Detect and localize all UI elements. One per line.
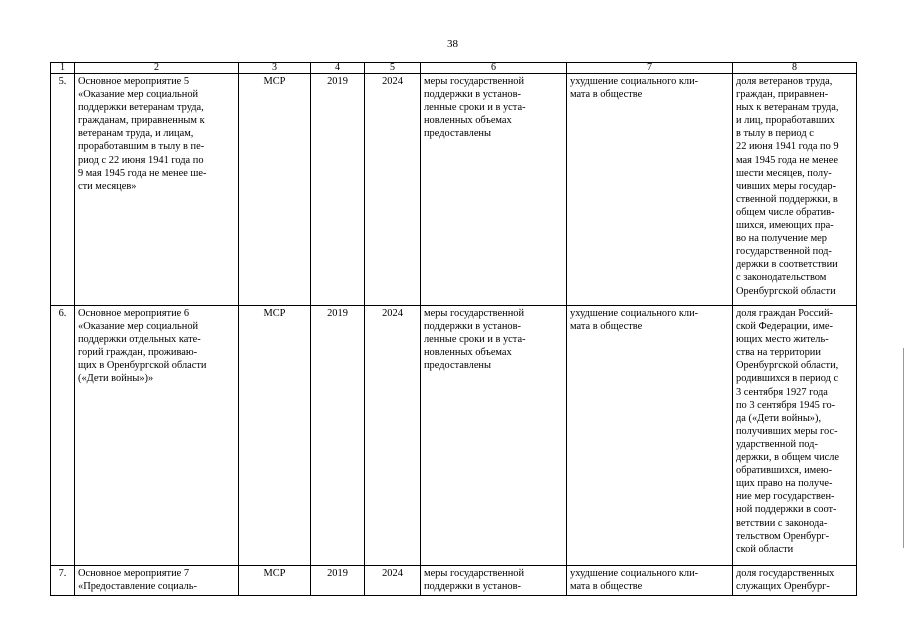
- table-row: [51, 566, 857, 596]
- expected-result-cell: [421, 566, 567, 596]
- indicator-line: с законодательством: [736, 272, 827, 284]
- page-number: 38: [447, 38, 458, 50]
- name-line: «Предоставление социаль-: [78, 581, 197, 593]
- expected-result-cell: [421, 74, 567, 306]
- result-line: предоставлены: [424, 128, 491, 140]
- start-year-cell: 2019: [311, 74, 365, 306]
- name-line: 9 мая 1945 года не менее ше-: [78, 167, 207, 179]
- name-line: «Оказание мер социальной: [78, 89, 199, 101]
- indicator-line: государственной под-: [736, 246, 832, 258]
- risk-cell: [567, 74, 733, 306]
- name-line: Основное мероприятие 5: [78, 76, 190, 87]
- risk-cell: [567, 566, 733, 596]
- indicator-line: доля ветеранов труда,: [736, 76, 833, 87]
- start-year-cell: 2019: [311, 306, 365, 566]
- header-cell: 8: [733, 63, 857, 74]
- indicator-line: мая 1945 года не менее: [736, 154, 839, 166]
- indicator-line: 3 сентября 1927 года: [736, 386, 828, 398]
- indicator-line: ющих место житель-: [736, 334, 829, 346]
- scan-edge-line: [903, 348, 904, 548]
- indicator-line: тельством Оренбург-: [736, 530, 830, 542]
- name-line: гражданам, приравненным к: [78, 115, 205, 127]
- risk-line: мата в обществе: [570, 581, 643, 593]
- executor-cell: МСР: [239, 306, 311, 566]
- header-cell: 6: [421, 63, 567, 74]
- result-line: меры государственной: [424, 568, 525, 579]
- indicator-line: держки, в общем числе: [736, 452, 840, 464]
- name-line: риод с 22 июня 1941 года по: [78, 154, 204, 166]
- result-line: ленные сроки и в уста-: [424, 102, 526, 114]
- name-line: («Дети войны»)»: [78, 373, 154, 385]
- indicator-line: ударственной под-: [736, 438, 818, 450]
- end-year-cell: 2024: [365, 566, 421, 596]
- measure-name-cell: [75, 74, 239, 306]
- header-cell: 7: [567, 63, 733, 74]
- indicator-line: служащих Оренбург-: [736, 581, 830, 593]
- name-line: поддержки отдельных кате-: [78, 334, 201, 346]
- indicator-line: доля граждан Россий-: [736, 308, 833, 319]
- header-row: [51, 63, 857, 74]
- end-year-cell: 2024: [365, 306, 421, 566]
- name-line: проработавшим в тылу в пе-: [78, 141, 205, 153]
- indicator-line: ных к ветеранам труда,: [736, 102, 839, 114]
- executor-cell: МСР: [239, 74, 311, 306]
- indicator-line: родившихся в период с: [736, 373, 839, 385]
- risk-line: мата в обществе: [570, 89, 643, 101]
- indicator-line: шихся, имеющих пра-: [736, 220, 834, 232]
- result-line: новленных объемах: [424, 347, 512, 359]
- indicator-line: по 3 сентября 1945 го-: [736, 399, 836, 411]
- header-cell: 2: [75, 63, 239, 74]
- name-line: «Оказание мер социальной: [78, 321, 199, 333]
- name-line: сти месяцев»: [78, 180, 137, 192]
- result-line: ленные сроки и в уста-: [424, 334, 526, 346]
- indicator-line: шести месяцев, полу-: [736, 167, 832, 179]
- indicator-line: Оренбургской области,: [736, 360, 839, 372]
- name-line: ветеранам труда, и лицам,: [78, 128, 194, 140]
- result-line: поддержки в установ-: [424, 581, 521, 593]
- table-row: [51, 306, 857, 566]
- indicator-line: граждан, приравнен-: [736, 89, 829, 101]
- indicator-line: держки в соответствии: [736, 259, 838, 271]
- indicator-line: доля государственных: [736, 568, 835, 579]
- header-cell: 1: [51, 63, 75, 74]
- indicator-line: чивших меры государ-: [736, 180, 837, 192]
- indicator-line: ской области: [736, 543, 794, 555]
- indicator-line: 22 июня 1941 года по 9: [736, 141, 839, 153]
- result-line: предоставлены: [424, 360, 491, 372]
- risk-cell: [567, 306, 733, 566]
- indicator-line: в тылу в период с: [736, 128, 814, 140]
- indicator-line: во на получение мер: [736, 233, 827, 245]
- indicator-line: ственной поддержки, в: [736, 193, 838, 205]
- measure-name-cell: [75, 306, 239, 566]
- indicator-line: ства на территории: [736, 347, 821, 359]
- result-line: поддержки в установ-: [424, 321, 521, 333]
- header-cell: 4: [311, 63, 365, 74]
- result-line: новленных объемах: [424, 115, 512, 127]
- indicator-line: получивших меры гос-: [736, 425, 838, 437]
- expected-result-cell: [421, 306, 567, 566]
- risk-line: ухудшение социального кли-: [570, 568, 699, 579]
- result-line: меры государственной: [424, 308, 525, 319]
- row-number-cell: 6.: [51, 306, 75, 566]
- name-line: щих в Оренбургской области: [78, 360, 207, 372]
- program-table: [50, 62, 857, 596]
- start-year-cell: 2019: [311, 566, 365, 596]
- end-year-cell: 2024: [365, 74, 421, 306]
- row-number-cell: 5.: [51, 74, 75, 306]
- result-line: поддержки в установ-: [424, 89, 521, 101]
- indicator-cell: [733, 74, 857, 306]
- indicator-line: ние мер государствен-: [736, 491, 835, 503]
- name-line: Основное мероприятие 7: [78, 568, 190, 579]
- indicator-line: общем числе обратив-: [736, 206, 835, 218]
- name-line: поддержки ветеранам труда,: [78, 102, 204, 114]
- name-line: горий граждан, проживаю-: [78, 347, 198, 359]
- indicator-line: Оренбургской области: [736, 285, 836, 297]
- result-line: меры государственной: [424, 76, 525, 87]
- indicator-cell: [733, 566, 857, 596]
- indicator-line: ветствии с законода-: [736, 517, 828, 529]
- measure-name-cell: [75, 566, 239, 596]
- name-line: Основное мероприятие 6: [78, 308, 190, 319]
- header-cell: 5: [365, 63, 421, 74]
- executor-cell: МСР: [239, 566, 311, 596]
- indicator-line: ской Федерации, име-: [736, 321, 833, 333]
- header-cell: 3: [239, 63, 311, 74]
- indicator-line: и лиц, проработавших: [736, 115, 835, 127]
- risk-line: мата в обществе: [570, 321, 643, 333]
- table-row: [51, 74, 857, 306]
- row-number-cell: 7.: [51, 566, 75, 596]
- risk-line: ухудшение социального кли-: [570, 76, 699, 87]
- indicator-cell: [733, 306, 857, 566]
- indicator-line: да («Дети войны»),: [736, 412, 822, 424]
- indicator-line: щих право на получе-: [736, 478, 833, 490]
- indicator-line: ной поддержки в соот-: [736, 504, 837, 516]
- indicator-line: обратившихся, имею-: [736, 465, 833, 477]
- risk-line: ухудшение социального кли-: [570, 308, 699, 319]
